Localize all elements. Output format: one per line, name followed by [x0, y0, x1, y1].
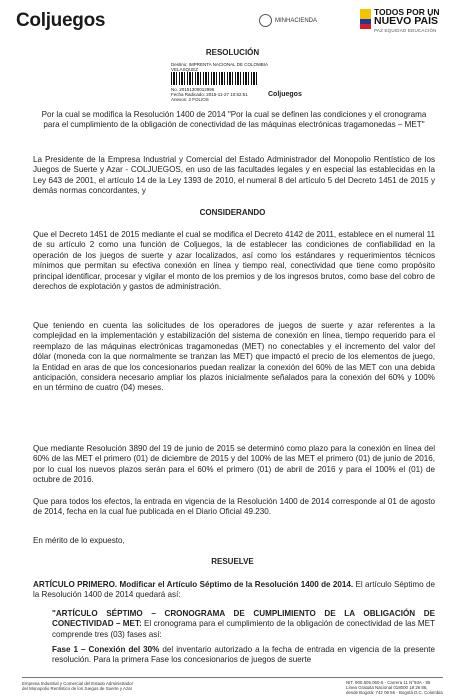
considerando-paragraph-1: Que el Decreto 1451 de 2015 mediante el cual se modifica el Decreto 4142 de 2011, establece en el numeral 11 de su artículo 2 como una función de Coljuegos, la de establecer las condiciones de confiabilidad en la operación de los juegos de suerte y azar localizados, así como los estándares y requerimientos técnicos mínimos que permitan su efectiva conexión en línea y tiempo real, conectividad que tiene como propósito principal identificar, procesar y vigilar el monto de los premios y de los ingresos brutos, como base del cobro de derechos de explotación y gastos de administración. [33, 230, 435, 292]
destino-text-2: VELASQUEZ [171, 67, 199, 73]
considerando-paragraph-3: Que mediante Resolución 3890 del 19 de junio de 2015 se determinó como plazo para la conexión en línea del 60% de las MET el primero (01) de diciembre de 2015 y del 100% de las MET el primero (01) de junio de 2016, por lo cual los nuevos plazos serán para el 60% el primero (01) de abril de 2016 y para el 100% el (01) de octubre de 2016. [33, 444, 435, 485]
articulo-primero-title: ARTÍCULO PRIMERO. Modificar el Artículo Séptimo de la Resolución 1400 de 2014. [33, 580, 354, 589]
slogan-line-1: TODOS POR UN [374, 7, 440, 17]
todos-por-un-nuevo-pais-logo [374, 8, 462, 35]
resuelve-heading: RESUELVE [211, 557, 254, 566]
slogan-line-3: PAZ EQUIDAD EDUCACIÓN [374, 28, 437, 33]
merito-paragraph: En mérito de lo expuesto, [33, 536, 125, 545]
stamp-logo: Coljuegos [268, 91, 302, 98]
footer-left-line-1: Empresa Industrial y Comercial del Estado Administrador [22, 681, 134, 686]
fase-1 [52, 645, 435, 666]
footer-divider [22, 677, 443, 678]
resolution-subject: Por la cual se modifica la Resolución 1400 de 2014 "Por la cual se definen las condiciones y el cronograma para el cumplimiento de la obligación de conectividad de las máquinas electrónicas tragamonedas – MET" [41, 110, 427, 130]
footer-left [22, 681, 133, 691]
slogan-line-2: NUEVO PAÍS [374, 15, 438, 27]
coljuegos-logo [16, 10, 105, 32]
footer-right-line-3: desde Bogotá: 742 06 56 - Bogotá D.C. Colombia [346, 690, 443, 696]
intro-paragraph: La Presidente de la Empresa Industrial y Comercial del Estado Administrador del Monopolio Rentístico de los Juegos de Suerte y Azar - COLJUEGOS, en uso de las facultades legales y en especial las establecidas en la Ley 643 de 2001, el artículo 14 de la Ley 1393 de 2010, el numeral 8 del artículo 5 del Decreto 1451 de 2015 y demás normas concordantes, y [33, 155, 435, 196]
filing-stamp-destination [171, 62, 268, 73]
considerando-heading: CONSIDERANDO [199, 208, 266, 217]
footer-right-line-1: NIT. 900.505.060-5 - Carrera 11 N°93A - 85 [346, 680, 431, 685]
footer-right [346, 680, 443, 696]
fecha-radicado: Fecha Radicado: 2015-11-27 10:52:51 [171, 92, 248, 97]
articulo-primero [33, 580, 435, 601]
footer-right-line-2: Línea Gratuita Nacional 018000 18 26 86, [346, 685, 428, 691]
document-type-heading: RESOLUCIÓN [205, 48, 260, 57]
ministry-logo [259, 14, 317, 27]
considerando-paragraph-2: Que teniendo en cuenta las solicitudes de los operadores de juegos de suerte y azar referentes a la complejidad en la implementación y estabilización del sistema de conexión en línea, tiempo requerido para el reemplazo de las máquinas electrónicas tragamonedas (MET) no conectables y el incremento del valor del dólar (moneda con la que normalmente se tranzan las MET) que impactó el precio de los elementos de juego, la Entidad en aras de que los concesionarios puedan realizar la conexión del 60% de las MET con una debida anticipación, considera necesario ampliar los plazos inicialmente señalados para la conexión del 60% y 100% en un término de cuatro (04) meses. [33, 321, 435, 393]
anexos-count: Anexos: 2 FOLIOS [171, 97, 209, 102]
logo-text: Coljuegos [16, 10, 106, 31]
radicado-number: No. 20151300012996 [171, 87, 215, 92]
articulo-septimo-text: El cronograma para el cumplimiento de la obligación de conectividad de las MET comprende tres (03) fases así: [52, 619, 435, 639]
fase-1-text: del inventario autorizado a la fecha de entrada en vigencia de la presente resolución. Para la primera Fase los concesionarios de juegos de suerte [52, 645, 435, 665]
footer-left-line-2: del Monopolio Rentístico de los Juegos de Suerte y Azar [22, 686, 133, 692]
filing-stamp-details [171, 87, 248, 102]
barcode [171, 72, 259, 85]
flag-icon [360, 9, 371, 29]
articulo-septimo-title: "ARTÍCULO SÉPTIMO – CRONOGRAMA DE CUMPLIMIENTO DE LA OBLIGACIÓN DE CONECTIVIDAD – MET: [52, 609, 435, 629]
coat-of-arms-icon [259, 14, 272, 27]
articulo-primero-text: El artículo Séptimo de la Resolución 1400 de 2014 quedará así: [33, 580, 435, 600]
articulo-septimo [52, 609, 435, 640]
destino-text: Destino: IMPRENTA NACIONAL DE COLOMBIA [171, 62, 269, 67]
considerando-paragraph-4: Que para todos los efectos, la entrada en vigencia de la Resolución 1400 de 2014 corresponde al 01 de agosto de 2014, fecha en la cual fue publicada en el Diario Oficial 49.230. [33, 497, 435, 517]
fase-1-title: Fase 1 – Conexión del 30% [52, 645, 160, 654]
ministry-name: MINHACIENDA [275, 17, 318, 24]
